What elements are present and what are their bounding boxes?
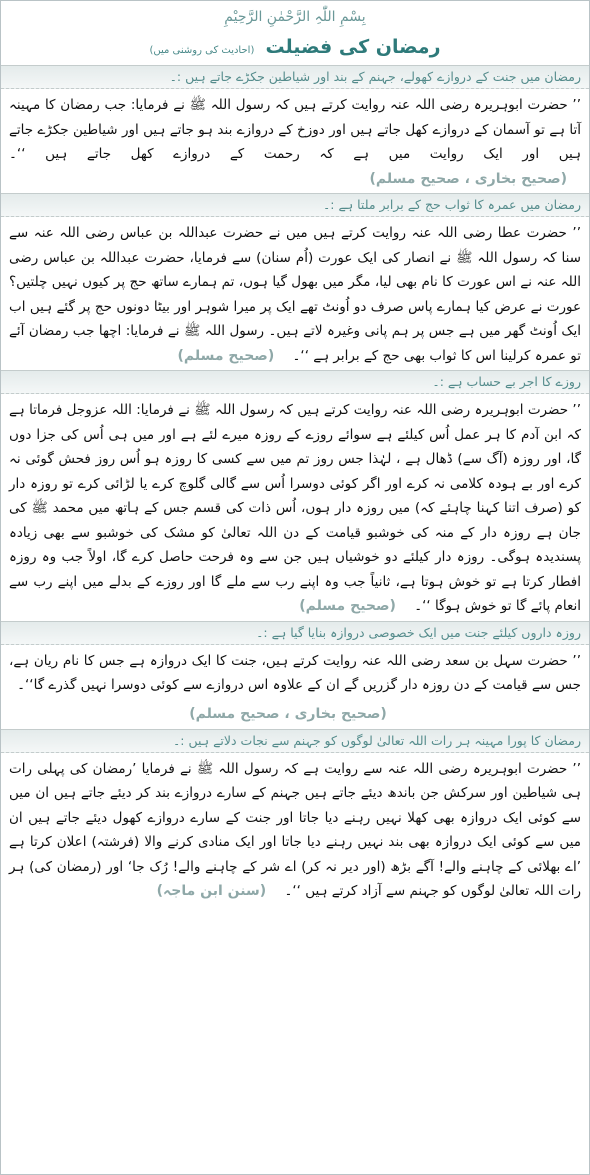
page-subtitle: (احادیث کی روشنی میں): [149, 45, 255, 56]
hadith-body: ’’ حضرت سہل بن سعد رضی اللہ عنہ روایت کرتے ہیں، جنت کا ایک دروازہ ہے جس کا نام ریان ہے، جس سے قیامت کے دن روزہ دار گزریں گے ان کے علاوہ اس دروازے سے کوئی دوسرا نہیں گذرے گا‘‘۔: [9, 652, 581, 693]
title-block: [1, 29, 589, 65]
hadith-source: (صحیح مسلم): [299, 598, 396, 614]
section-heading: روزے کا اجر بے حساب ہے :۔: [1, 370, 589, 394]
hadith-text: [1, 753, 589, 906]
hadith-body: ’’ حضرت ابوہریرہ رضی اللہ عنہ روایت کرتے ہیں کہ رسول اللہ ﷺ نے فرمایا: جب رمضان کا مہینہ آتا ہے تو آسمان کے دروازے کھل جاتے ہیں اور دوزخ کے دروازے بند ہو جاتے ہیں اور شیاطین جکڑے جاتے ہیں اور ایک روایت میں ہے کہ رحمت کے دروازے کھل جاتے ہیں ‘‘۔: [9, 97, 581, 162]
hadith-section-3: [1, 370, 589, 621]
page-title: رمضان کی فضیلت: [265, 36, 441, 58]
section-heading: رمضان میں جنت کے دروازے کھولے، جہنم کے بند اور شیاطین جکڑے جاتے ہیں :۔: [1, 65, 589, 89]
hadith-source: (سنن ابن ماجہ): [156, 883, 267, 899]
section-heading: رمضان میں عمرہ کا ثواب حج کے برابر ملتا ہے :۔: [1, 193, 589, 217]
hadith-section-4: [1, 621, 589, 729]
section-heading: رمضان کا پورا مہینہ ہر رات اللہ تعالیٰ لوگوں کو جہنم سے نجات دلاتے ہیں :۔: [1, 729, 589, 753]
hadith-source: (صحیح بخاری ، صحیح مسلم): [189, 705, 387, 722]
hadith-body: ’’ حضرت ابوہریرہ رضی اللہ عنہ روایت کرتے ہیں کہ رسول اللہ ﷺ نے فرمایا: اللہ عزوجل فرماتا ہے کہ ابن آدم کا ہر عمل اُس کیلئے ہے سوائے روزے کے روزہ میرے لئے ہے اور میں ہی اُس کی جزا دوں گا، اور روزہ (آگ سے) ڈھال ہے ، لہٰذا جس روز تم میں سے کسی کا روزہ ہو اُس روز فحش گوئی نہ کرے اور بے ہودہ کلامی نہ کرے اور اگر کوئی دوسرا اُس سے گالی گلوچ کرے یا لڑائی کرے تو روزہ دار کو (صرف اتنا کہنا چاہئے کہ) میں روزہ دار ہوں، اُس ذات کی قسم جس کے ہاتھ میں محمد ﷺ کی جان ہے روزہ دار کے منہ کی خوشبو قیامت کے دن اللہ تعالیٰ کو مشک کی خوشبو سے بھی زیادہ پسندیدہ ہوگی۔ روزہ دار کیلئے دو خوشیاں ہیں جن سے وہ فرحت حاصل کرے گا، اولاً جب وہ روزہ افطار کرتا ہے تو خوش ہوتا ہے، ثانیاً جب وہ اپنے رب سے ملے گا اور روزے کے بدلے میں اپنے رب سے انعام پائے گا تو خوش ہوگا ‘‘۔: [9, 402, 581, 614]
hadith-text: [1, 645, 589, 700]
bismillah-line: بِسْمِ اللّٰہِ الرَّحْمٰنِ الرَّحِیْمِ: [224, 9, 366, 25]
hadith-text: [1, 394, 589, 621]
source-line: [1, 700, 589, 729]
hadith-text: [1, 89, 589, 193]
hadith-text: [1, 217, 589, 370]
hadith-body: ’’ حضرت ابوہریرہ رضی اللہ عنہ سے روایت ہے کہ رسول اللہ ﷺ نے فرمایا ’رمضان کی پہلی رات ہی شیاطین اور سرکش جن باندھ دیئے جاتے ہیں جہنم کے سارے دروازے بند کر دیئے جاتے ہیں ان میں سے کوئی ایک دروازہ بھی کھلا نہیں رہنے دیا جاتا اور جنت کے سارے دروازے کھول دیئے جاتے ہیں ان میں سے کوئی ایک دروازہ بھی بند نہیں رہنے دیا جاتا اور ایک منادی کرنے والا (فرشتہ) اعلان کرتا ہے ’اے بھلائی کے چاہنے والے! آگے بڑھ (اور دیر نہ کر) اے شر کے چاہنے والے! رُک جا‘ اور (رمضان کی) ہر رات اللہ تعالیٰ لوگوں کو جہنم سے آزاد کرتے ہیں ‘‘۔: [9, 760, 581, 899]
hadith-section-2: [1, 193, 589, 370]
hadith-body: ’’ حضرت عطا رضی اللہ عنہ روایت کرتے ہیں میں نے حضرت عبداللہ بن عباس رضی اللہ عنہ سے سنا کہ رسول اللہ ﷺ نے انصار کی ایک عورت (اُم سنان) سے فرمایا، حضرت عبداللہ بن عباس رضی اللہ عنہ نے اس عورت کا نام بھی لیا، مگر میں بھول گیا ہوں، تم ہمارے ساتھ حج پر کیوں نہیں چلتیں؟ عورت نے عرض کیا ہمارے پاس صرف دو اُونٹ تھے ایک پر میرا شوہر اور بیٹا دونوں حج پر گئے ہیں اب ایک اُونٹ گھر میں ہے جس پر ہم پانی وغیرہ لاتے ہیں۔ رسول اللہ ﷺ نے فرمایا: اچھا جب رمضان آئے تو عمرہ کرلینا اس کا ثواب بھی حج کے برابر ہے ‘‘۔: [9, 225, 581, 364]
section-heading: روزہ داروں کیلئے جنت میں ایک خصوصی دروازہ بنایا گیا ہے :۔: [1, 621, 589, 645]
hadith-source: (صحیح بخاری ، صحیح مسلم): [369, 170, 567, 187]
hadith-section-5: [1, 729, 589, 906]
hadith-section-1: [1, 65, 589, 193]
hadith-source: (صحیح مسلم): [177, 347, 275, 364]
